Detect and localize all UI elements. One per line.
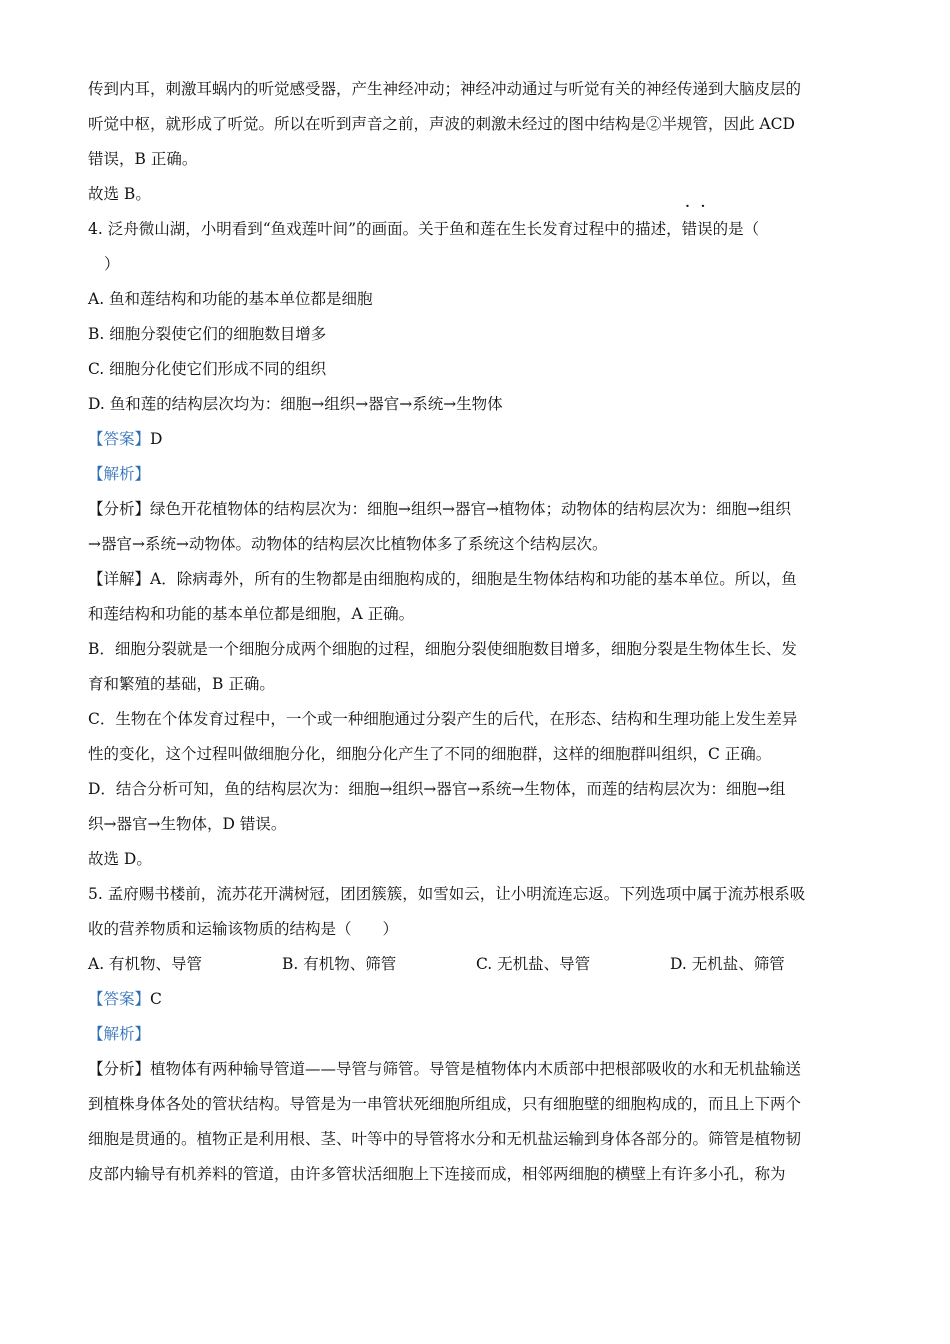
answer-line bbox=[88, 422, 868, 457]
analysis-tag: 【解析】 bbox=[88, 465, 151, 483]
text-line: D．结合分析可知，鱼的结构层次为：细胞→组织→器官→系统→生物体，而莲的结构层次为：细胞→组 bbox=[88, 780, 786, 798]
option-a: A. 鱼和莲结构和功能的基本单位都是细胞 bbox=[88, 290, 373, 308]
analysis-tag: 【解析】 bbox=[88, 1025, 151, 1043]
option-c: C. 无机盐、导管 bbox=[476, 955, 591, 973]
text-line: B．细胞分裂就是一个细胞分成两个细胞的过程，细胞分裂使细胞数目增多，细胞分裂是生物体生长、发 bbox=[88, 640, 797, 658]
text-line: 听觉中枢，就形成了听觉。所以在听到声音之前，声波的刺激未经过的图中结构是②半规管，因此 ACD bbox=[88, 115, 795, 133]
fenxi-tag: 【分析】 bbox=[88, 1060, 151, 1078]
option-d: D. 鱼和莲的结构层次均为：细胞→组织→器官→系统→生物体 bbox=[88, 395, 503, 413]
text-line: 育和繁殖的基础，B 正确。 bbox=[88, 675, 275, 693]
xiangjie-tag: 【详解】 bbox=[88, 570, 151, 588]
emphasis-char: 误 bbox=[697, 220, 713, 238]
text-line: 皮部内输导有机养料的管道，由许多管状活细胞上下连接而成，相邻两细胞的横壁上有许多小孔，称为 bbox=[88, 1165, 786, 1183]
question-5-stem: 收的营养物质和运输该物质的结构是（ ） bbox=[88, 920, 399, 938]
option-b: B. 细胞分裂使它们的细胞数目增多 bbox=[88, 325, 327, 343]
answer-tag: 【答案】 bbox=[88, 430, 151, 448]
xiangjie-text: A．除病毒外，所有的生物都是由细胞构成的，细胞是生物体结构和功能的基本单位。所以，鱼 bbox=[150, 570, 797, 588]
answer-tag: 【答案】 bbox=[88, 990, 151, 1008]
text-line: 和莲结构和功能的基本单位都是细胞，A 正确。 bbox=[88, 605, 415, 623]
text-line: 性的变化，这个过程叫做细胞分化，细胞分化产生了不同的细胞群，这样的细胞群叫组织，C 正确。 bbox=[88, 745, 772, 763]
options-row bbox=[88, 947, 868, 982]
option-c: C. 细胞分化使它们形成不同的组织 bbox=[88, 360, 327, 378]
answer-value: D bbox=[150, 430, 163, 448]
option-d: D. 无机盐、筛管 bbox=[670, 955, 785, 973]
emphasis-char: 错 bbox=[681, 220, 698, 238]
text-line: 织→器官→生物体，D 错误。 bbox=[88, 815, 287, 833]
fenxi-tag: 【分析】 bbox=[88, 500, 151, 518]
text-line: 传到内耳，刺激耳蜗内的听觉感受器，产生神经冲动；神经冲动通过与听觉有关的神经传递到大脑皮层的 bbox=[88, 80, 802, 98]
stem-close: ） bbox=[104, 255, 120, 273]
answer-line bbox=[88, 982, 868, 1017]
stem-text: 4. 泛舟微山湖，小明看到“鱼戏莲叶间”的画面。关于鱼和莲在生长发育过程中的描述， bbox=[88, 220, 682, 238]
answer-value: C bbox=[150, 990, 162, 1008]
text-line: 错误，B 正确。 bbox=[88, 150, 198, 168]
xiangjie-line bbox=[88, 562, 868, 597]
fenxi-line bbox=[88, 492, 868, 527]
question-4-stem bbox=[88, 212, 868, 247]
question-5-stem: 5. 孟府赐书楼前，流苏花开满树冠，团团簇簇，如雪如云，让小明流连忘返。下列选项中属于流苏根系吸 bbox=[88, 885, 806, 903]
text-line: 故选 B。 bbox=[88, 185, 151, 203]
text-line: C．生物在个体发育过程中，一个或一种细胞通过分裂产生的后代，在形态、结构和生理功能上发生差异 bbox=[88, 710, 798, 728]
option-a: A. 有机物、导管 bbox=[88, 955, 203, 973]
text-line: →器官→系统→动物体。动物体的结构层次比植物体多了系统这个结构层次。 bbox=[88, 535, 608, 553]
text-line: 细胞是贯通的。植物正是利用根、茎、叶等中的导管将水分和无机盐运输到身体各部分的。筛管是植物韧 bbox=[88, 1130, 802, 1148]
fenxi-line bbox=[88, 1052, 868, 1087]
document-page bbox=[88, 72, 868, 1192]
option-b: B. 有机物、筛管 bbox=[282, 955, 397, 973]
conclusion: 故选 D。 bbox=[88, 850, 152, 868]
fenxi-text: 植物体有两种输导管道——导管与筛管。导管是植物体内木质部中把根部吸收的水和无机盐输送 bbox=[150, 1060, 802, 1078]
text-line: 到植株身体各处的管状结构。导管是为一串管状死细胞所组成，只有细胞壁的细胞构成的，而且上下两个 bbox=[88, 1095, 802, 1113]
stem-text: 的是（ bbox=[712, 220, 760, 238]
fenxi-text: 绿色开花植物体的结构层次为：细胞→组织→器官→植物体；动物体的结构层次为：细胞→组织 bbox=[150, 500, 791, 518]
